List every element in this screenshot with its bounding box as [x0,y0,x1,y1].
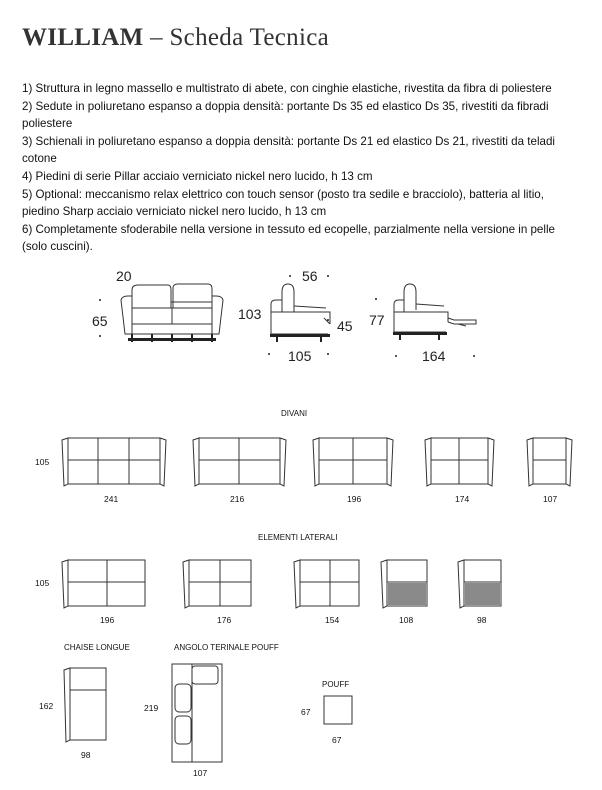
divani-width-label: 196 [347,494,362,504]
section-title-laterali: ELEMENTI LATERALI [258,533,338,542]
spec-item: 6) Completamente sfoderabile nella versione in tessuto ed ecopelle, parzialmente nella versione in pelle (solo cuscini). [22,222,555,254]
section-title-divani: DIVANI [281,409,308,418]
pouff-width-label: 67 [332,735,342,745]
front-top-dim: 20 [116,268,132,284]
laterali-depth-label: 105 [35,578,50,588]
side-depth-top-dim: 56 [302,268,318,284]
pouff-plan [322,694,354,726]
chaise-plan [62,664,112,744]
laterali-width-label: 108 [399,615,414,625]
brand-name: WILLIAM [22,24,144,51]
spec-item: 1) Struttura in legno massello e multistrato di abete, con cinghie elastiche, rivestita da fibra di poliestere [22,82,552,95]
side-depth-dim: 105 [288,348,312,364]
section-title-pouff: POUFF [322,680,350,689]
angolo-width-label: 107 [193,768,208,778]
page-title [22,24,329,52]
relax-depth-dim: 164 [422,348,446,364]
divani-depth-label: 105 [35,457,50,467]
laterali-width-label: 98 [477,615,487,625]
angolo-depth-label: 219 [144,703,159,713]
dim-marks [266,270,366,360]
side-seat-dim: 45 [337,318,353,334]
divani-width-label: 241 [104,494,119,504]
spec-item: 4) Piedini di serie Pillar acciaio verniciato nickel nero lucido, h 13 cm [22,169,373,183]
laterali-width-label: 176 [217,615,232,625]
dim-marks [98,298,102,338]
divani-width-label: 216 [230,494,245,504]
front-height-dim: 65 [92,313,108,329]
title-subtitle: – Scheda Tecnica [150,24,330,51]
front-view-drawing [118,284,226,346]
spec-item: 2) Sedute in poliuretano espanso a doppia densità: portante Ds 35 ed elastico Ds 35, rivestiti da fibradi poliestere [22,99,549,131]
spec-item: 5) Optional: meccanismo relax elettrico con touch sensor (posto tra sedile e bracciolo), batteria al litio, piedino Sharp acciaio verniciato nickel nero lucido, h 13 cm [22,187,544,219]
pouff-depth-label: 67 [301,707,311,717]
dim-marks [370,296,480,360]
divani-width-label: 174 [455,494,470,504]
chaise-width-label: 98 [81,750,91,760]
laterali-plans [60,556,510,612]
divani-plans [60,434,580,490]
section-title-angolo: ANGOLO TERINALE POUFF [174,643,279,652]
laterali-width-label: 196 [100,615,115,625]
spec-list [22,80,582,256]
side-height-dim: 103 [238,306,262,322]
divani-width-label: 107 [543,494,558,504]
angolo-plan [170,662,226,766]
chaise-depth-label: 162 [39,701,54,711]
relax-height-dim: 77 [369,312,385,328]
spec-item: 3) Schienali in poliuretano espanso a doppia densità: portante Ds 21 ed elastico Ds 21, rivestiti da teladi cotone [22,134,555,166]
section-title-chaise: CHAISE LONGUE [64,643,130,652]
laterali-width-label: 154 [325,615,340,625]
